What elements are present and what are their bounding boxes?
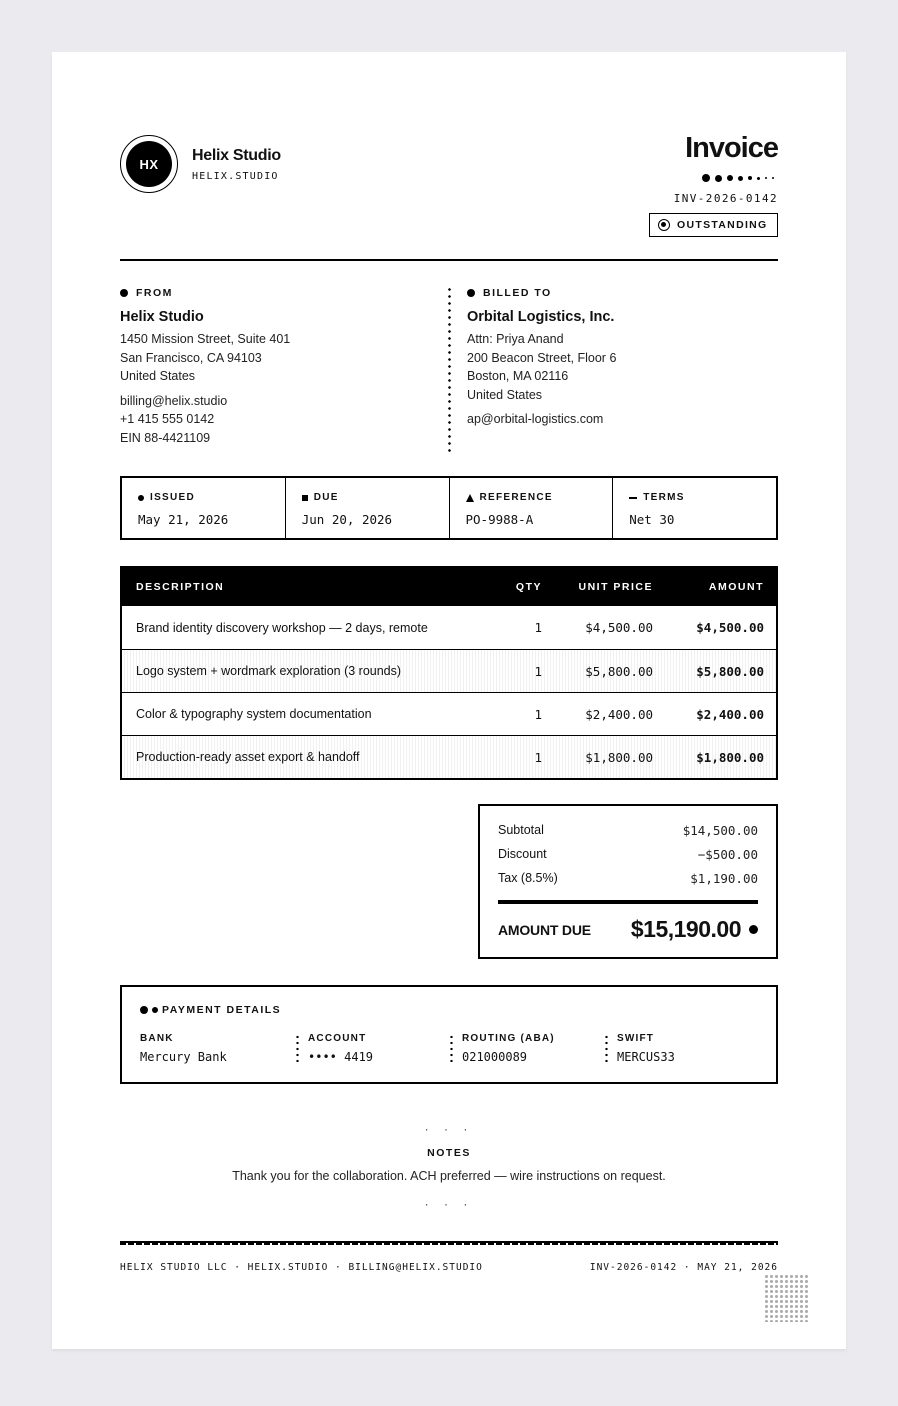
amount-due-label: AMOUNT DUE	[498, 921, 591, 938]
payment-routing: ROUTING (ABA) 021000089	[450, 1033, 605, 1064]
meta-terms: TERMS Net 30	[629, 492, 685, 527]
bullet-icon	[140, 1006, 148, 1014]
from-phone: +1 415 555 0142	[120, 412, 215, 426]
meta-due: DUE Jun 20, 2026	[286, 478, 450, 538]
footer-company: HELIX STUDIO LLC · HELIX.STUDIO · BILLING@HELIX.STUDIO	[120, 1262, 483, 1273]
bullet-icon	[749, 925, 758, 934]
invoice-meta	[120, 476, 778, 540]
status-text: OUTSTANDING	[677, 219, 768, 231]
bullet-icon	[152, 1007, 158, 1013]
from-name: Helix Studio	[120, 309, 204, 325]
amount-due-value: $15,190.00	[630, 916, 741, 942]
payment-details	[120, 985, 778, 1084]
invoice-number: INV-2026-0142	[673, 192, 778, 205]
billed-to-address: Attn: Priya Anand 200 Beacon Street, Floor 6 Boston, MA 02116 United States	[467, 332, 617, 402]
totals-divider	[498, 900, 758, 904]
footer-divider	[120, 1241, 778, 1245]
tax-row: Tax (8.5%) $1,190.00	[498, 870, 758, 886]
brand-name: Helix Studio	[192, 147, 281, 164]
payment-title: PAYMENT DETAILS	[140, 1004, 281, 1016]
payment-swift: SWIFT MERCUS33	[605, 1033, 755, 1064]
payment-account: ACCOUNT •••• 4419	[296, 1033, 450, 1064]
meta-issued: ISSUED May 21, 2026	[122, 478, 286, 538]
notes-ornament-bottom: · · ·	[424, 1197, 474, 1211]
bullet-icon	[120, 289, 128, 297]
dash-icon	[629, 497, 637, 499]
meta-reference: REFERENCE PO-9988-A	[450, 478, 614, 538]
billed-to-email[interactable]: ap@orbital-logistics.com	[467, 412, 604, 426]
footer-reference: INV-2026-0142 · MAY 21, 2026	[589, 1262, 778, 1273]
line-items-table	[120, 566, 778, 780]
totals-box	[478, 804, 778, 959]
discount-row: Discount −$500.00	[498, 846, 758, 862]
from-label: FROM	[120, 287, 430, 299]
payment-fields	[140, 1033, 755, 1064]
table-header: DESCRIPTION QTY UNIT PRICE AMOUNT	[122, 568, 776, 606]
column-divider	[448, 286, 451, 452]
subtotal-row: Subtotal $14,500.00	[498, 822, 758, 838]
amount-due-row	[498, 916, 758, 943]
payment-bank: BANK Mercury Bank	[140, 1033, 227, 1064]
halftone-pattern	[764, 1274, 808, 1322]
from-email[interactable]: billing@helix.studio	[120, 393, 228, 408]
triangle-icon	[466, 494, 474, 502]
brand-logo-initials: HX	[126, 141, 172, 187]
billed-to-label: BILLED TO	[467, 287, 777, 299]
brand-domain: HELIX.STUDIO	[192, 171, 279, 182]
bullet-icon	[467, 289, 475, 297]
notes-title: NOTES	[427, 1147, 471, 1159]
table-row: Brand identity discovery workshop — 2 days, remote 1 $4,500.00 $4,500.00	[136, 620, 764, 635]
billed-to-section	[467, 287, 777, 429]
billed-to-name: Orbital Logistics, Inc.	[467, 309, 615, 325]
invoice-page	[52, 52, 846, 1349]
table-row: Logo system + wordmark exploration (3 rounds) 1 $5,800.00 $5,800.00	[122, 649, 776, 692]
target-icon	[658, 219, 670, 231]
table-row: Production-ready asset export & handoff 1 $1,800.00 $1,800.00	[122, 735, 776, 778]
notes-text: Thank you for the collaboration. ACH preferred — wire instructions on request.	[232, 1169, 666, 1183]
square-icon	[302, 495, 308, 501]
table-row: Color & typography system documentation 1 $2,400.00 $2,400.00	[122, 692, 776, 735]
billed-to-contact	[467, 410, 777, 429]
from-address: 1450 Mission Street, Suite 401 San Francisco, CA 94103 United States	[120, 332, 291, 383]
brand-logo	[120, 135, 178, 193]
notes-ornament-top: · · ·	[424, 1122, 474, 1136]
document-title: Invoice	[685, 132, 778, 164]
header-divider	[120, 259, 778, 261]
table-body	[122, 606, 776, 778]
from-contact	[120, 392, 430, 448]
status-badge	[649, 213, 778, 237]
from-ein: EIN 88-4421109	[120, 430, 211, 445]
dot-icon	[138, 495, 144, 501]
from-section	[120, 287, 430, 447]
decorative-dots-icon	[702, 174, 775, 182]
